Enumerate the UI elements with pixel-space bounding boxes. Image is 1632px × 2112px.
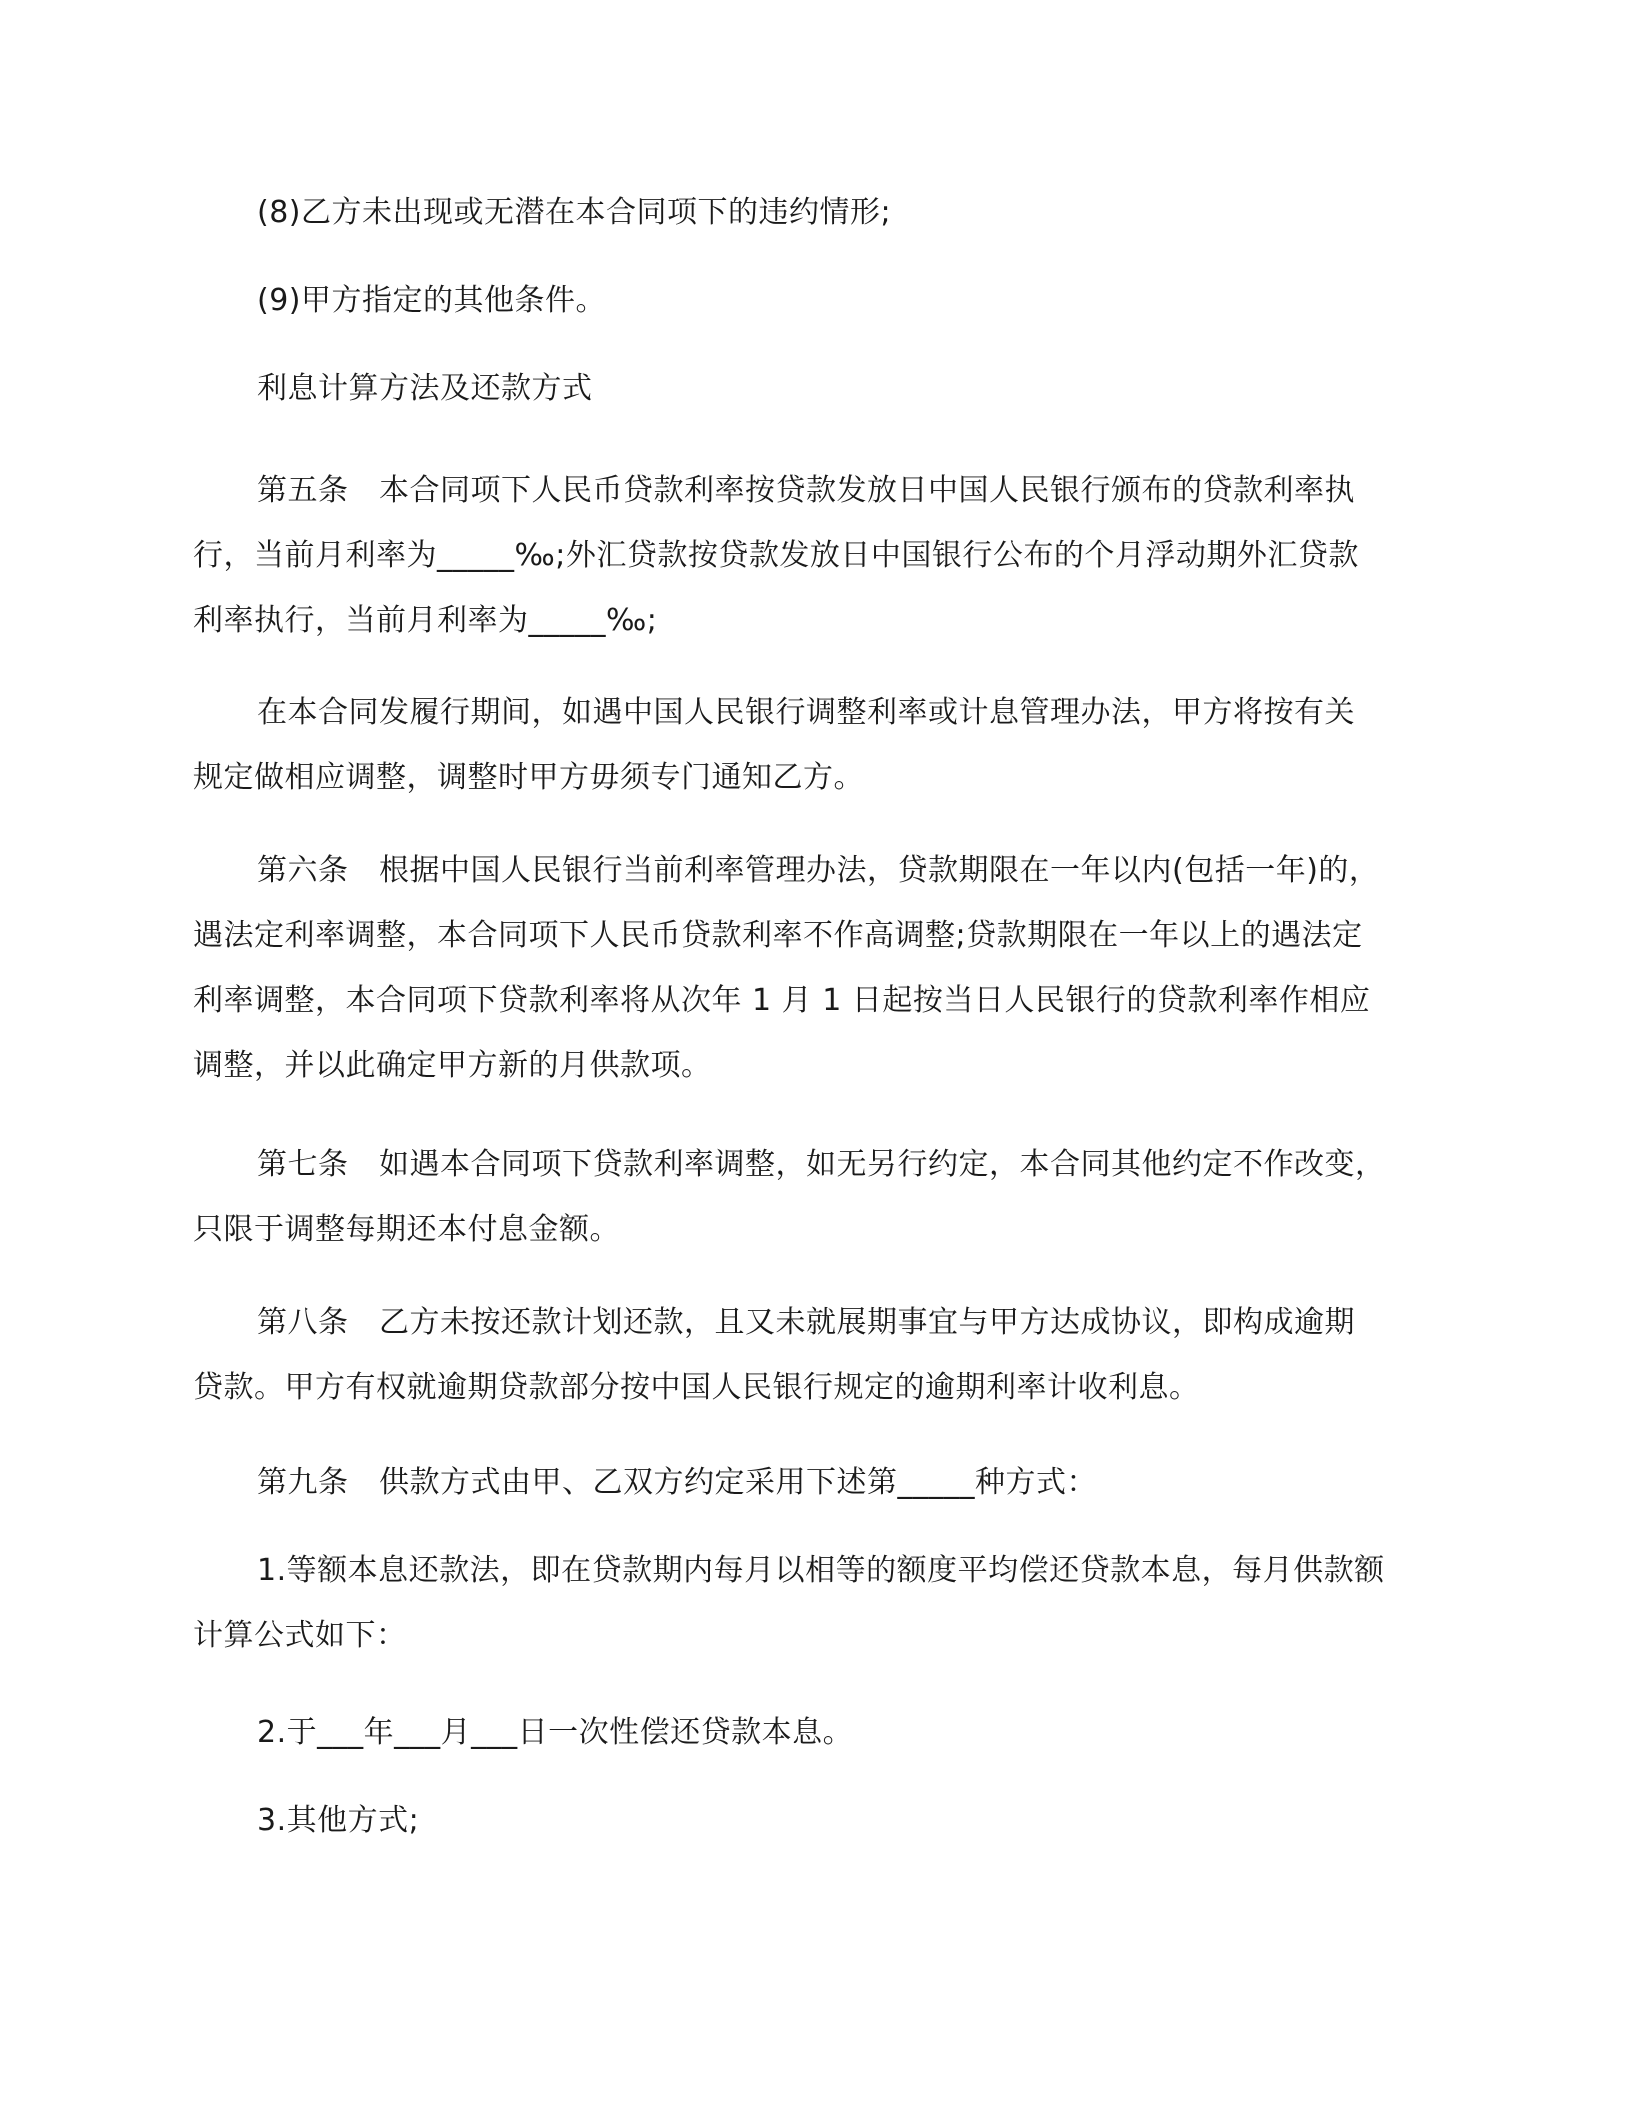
text-line: (9)甲方指定的其他条件。 xyxy=(257,283,606,318)
paragraph-article-9 xyxy=(193,1450,1438,1515)
text-line: 3.其他方式; xyxy=(257,1803,420,1838)
text-line: (8)乙方未出现或无潜在本合同项下的违约情形; xyxy=(257,195,892,230)
text-line: 规定做相应调整，调整时甲方毋须专门通知乙方。 xyxy=(193,760,864,795)
text-line: 利息计算方法及还款方式 xyxy=(257,371,593,406)
paragraph-condition-9 xyxy=(193,268,1438,333)
paragraph-rate-adjustment xyxy=(193,680,1438,810)
text-line: 在本合同发履行期间，如遇中国人民银行调整利率或计息管理办法，甲方将按有关 xyxy=(257,695,1355,730)
text-line: 计算公式如下： xyxy=(193,1618,407,1653)
text-line: 1.等额本息还款法，即在贷款期内每月以相等的额度平均偿还贷款本息，每月供款额 xyxy=(257,1553,1385,1588)
paragraph-method-3 xyxy=(193,1788,1438,1853)
text-line: 利率执行，当前月利率为_____‰; xyxy=(193,603,658,638)
paragraph-condition-8 xyxy=(193,180,1438,245)
text-line: 行，当前月利率为_____‰;外汇贷款按贷款发放日中国银行公布的个月浮动期外汇贷款 xyxy=(193,538,1359,573)
paragraph-article-8 xyxy=(193,1290,1438,1420)
text-line: 第五条 本合同项下人民币贷款利率按贷款发放日中国人民银行颁布的贷款利率执 xyxy=(257,473,1355,508)
section-heading-interest xyxy=(193,356,1438,421)
text-line: 第六条 根据中国人民银行当前利率管理办法，贷款期限在一年以内(包括一年)的， xyxy=(257,853,1380,888)
paragraph-method-2 xyxy=(193,1700,1438,1765)
paragraph-article-7 xyxy=(193,1132,1438,1262)
text-line: 2.于___年___月___日一次性偿还贷款本息。 xyxy=(257,1715,854,1750)
paragraph-article-5 xyxy=(193,458,1438,653)
text-line: 第七条 如遇本合同项下贷款利率调整，如无另行约定，本合同其他约定不作改变， xyxy=(257,1147,1386,1182)
text-line: 调整，并以此确定甲方新的月供款项。 xyxy=(193,1048,712,1083)
paragraph-method-1 xyxy=(193,1538,1438,1668)
text-line: 第八条 乙方未按还款计划还款，且又未就展期事宜与甲方达成协议，即构成逾期 xyxy=(257,1305,1355,1340)
text-line: 遇法定利率调整，本合同项下人民币贷款利率不作高调整;贷款期限在一年以上的遇法定 xyxy=(193,918,1363,953)
paragraph-article-6 xyxy=(193,838,1438,1098)
text-line: 只限于调整每期还本付息金额。 xyxy=(193,1212,620,1247)
text-line: 第九条 供款方式由甲、乙双方约定采用下述第_____种方式： xyxy=(257,1465,1097,1500)
text-line: 贷款。甲方有权就逾期贷款部分按中国人民银行规定的逾期利率计收利息。 xyxy=(193,1370,1200,1405)
text-line: 利率调整，本合同项下贷款利率将从次年 1 月 1 日起按当日人民银行的贷款利率作相应 xyxy=(193,983,1371,1018)
